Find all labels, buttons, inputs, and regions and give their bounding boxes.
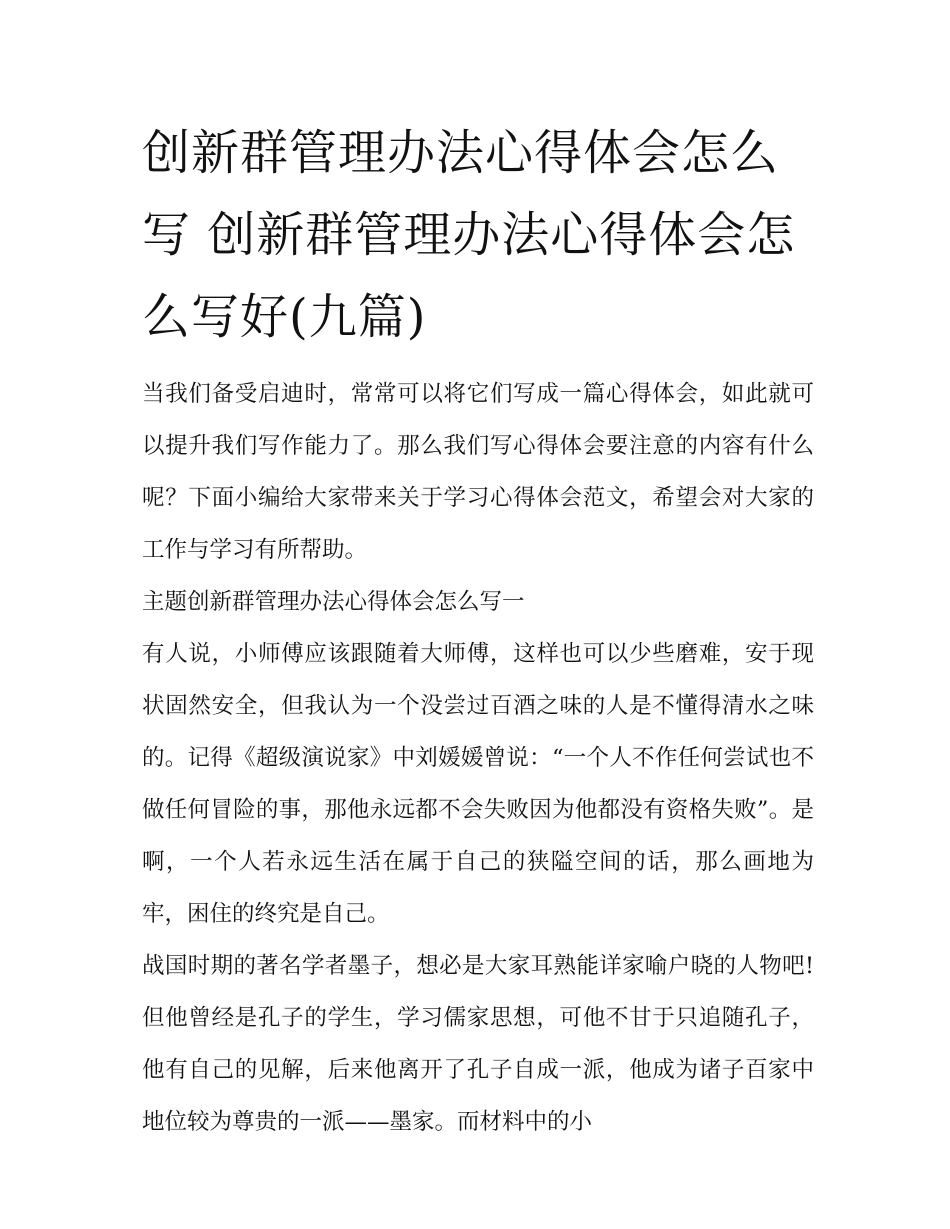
intro-paragraph: 当我们备受启迪时，常常可以将它们写成一篇心得体会，如此就可以提升我们写作能力了。那么我们写心得体会要注意的内容有什么呢？下面小编给大家带来关于学习心得体会范文，希望会对大家的工作与学习有所帮助。 xyxy=(142,381,814,563)
body-paragraph: 战国时期的著名学者墨子，想必是大家耳熟能详家喻户晓的人物吧!但他曾经是孔子的学生，学习儒家思想，可他不甘于只追随孔子，他有自己的见解，后来他离开了孔子自成一派，他成为诸子百家中地位较为尊贵的一派——墨家。而材料中的小 xyxy=(142,953,814,1135)
document-title: 创新群管理办法心得体会怎么写 创新群管理办法心得体会怎么写好(九篇) xyxy=(142,125,796,345)
document-body xyxy=(142,368,814,1148)
section-heading: 主题创新群管理办法心得体会怎么写一 xyxy=(142,589,525,615)
body-paragraph: 有人说，小师傅应该跟随着大师傅，这样也可以少些磨难，安于现状固然安全，但我认为一个没尝过百酒之味的人是不懂得清水之味的。记得《超级演说家》中刘媛媛曾说：“一个人不作任何尝试也不做任何冒险的事，那他永远都不会失败因为他都没有资格失败”。是啊，一个人若永远生活在属于自己的狭隘空间的话，那么画地为牢，困住的终究是自己。 xyxy=(142,641,814,927)
document-content xyxy=(142,112,814,1148)
